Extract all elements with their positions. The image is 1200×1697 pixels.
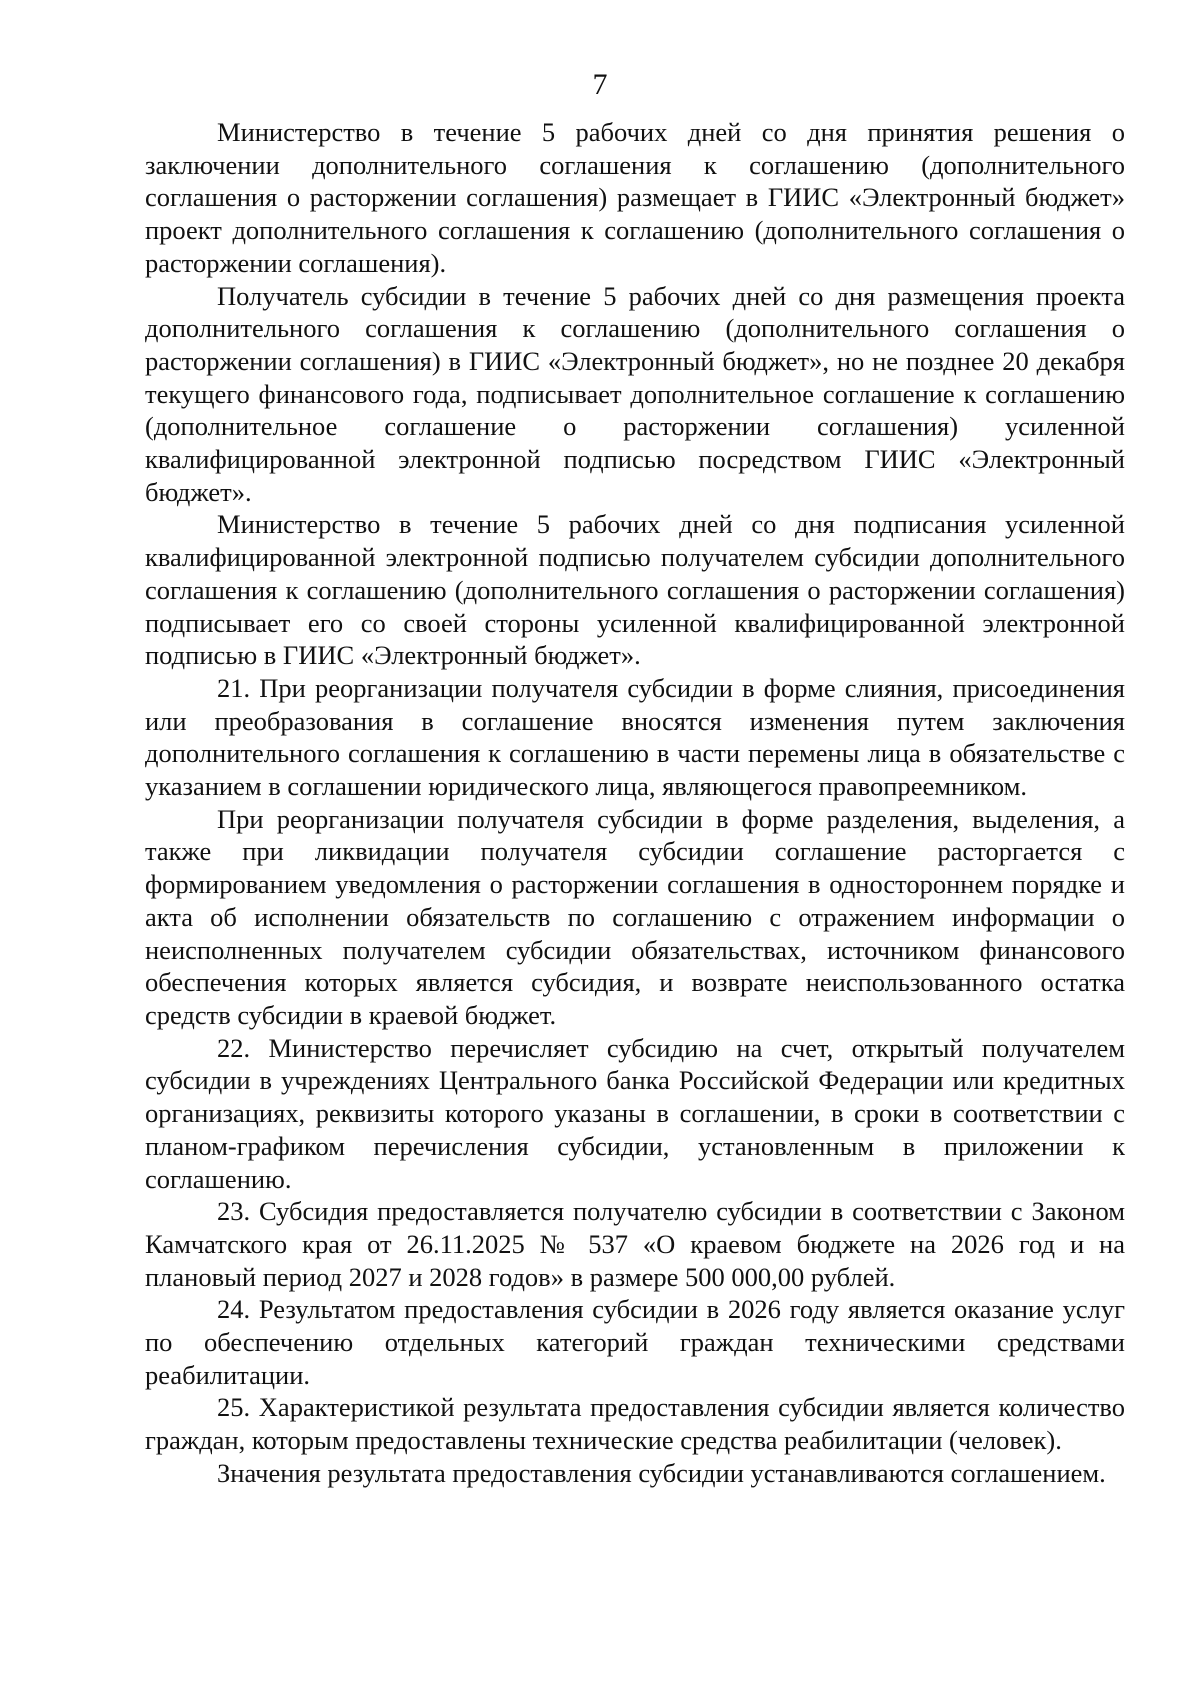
- paragraph: При реорганизации получателя субсидии в форме разделения, выделения, а также при ликвидации получателя субсидии соглашение расторгается с формированием уведомления о расторжении соглашения в одностороннем порядке и акта об исполнении обязательств по соглашению с отражением информации о неисполненных получателем субсидии обязательствах, источником финансового обеспечения которых является субсидия, и возврате неиспользованного остатка средств субсидии в краевой бюджет.: [145, 803, 1125, 1030]
- paragraph: 25. Характеристикой результата предоставления субсидии является количество граждан, которым предоставлены технические средства реабилитации (человек).: [145, 1392, 1125, 1456]
- paragraph: Министерство в течение 5 рабочих дней со дня подписания усиленной квалифицированной электронной подписью получателем субсидии дополнительного соглашения к соглашению (дополнительного соглашения о расторжении соглашения) подписывает его со своей стороны усиленной квалифицированной электронной подписью в ГИИС «Электронный бюджет».: [145, 509, 1125, 671]
- paragraph: Министерство в течение 5 рабочих дней со дня принятия решения о заключении дополнительного соглашения к соглашению (дополнительного соглашения о расторжении соглашения) размещает в ГИИС «Электронный бюджет» проект дополнительного соглашения к соглашению (дополнительного соглашения о расторжении соглашения).: [145, 117, 1125, 278]
- document-body: [145, 116, 1125, 1490]
- paragraph: 21. При реорганизации получателя субсидии в форме слияния, присоединения или преобразования в соглашение вносятся изменения путем заключения дополнительного соглашения к соглашению в части перемены лица в обязательстве с указанием в соглашении юридического лица, являющегося правопреемником.: [145, 672, 1125, 802]
- paragraph: 24. Результатом предоставления субсидии в 2026 году является оказание услуг по обеспечению отдельных категорий граждан техническими средствами реабилитации.: [145, 1294, 1125, 1390]
- paragraph: 23. Субсидия предоставляется получателю субсидии в соответствии с Законом Камчатского края от 26.11.2025 № 537 «О краевом бюджете на 2026 год и на плановый период 2027 и 2028 годов» в размере 500 000,00 рублей.: [145, 1196, 1125, 1292]
- page-number: 7: [592, 68, 608, 101]
- paragraph: 22. Министерство перечисляет субсидию на счет, открытый получателем субсидии в учреждениях Центрального банка Российской Федерации или кредитных организациях, реквизиты которого указаны в соглашении, в сроки в соответствии с планом-графиком перечисления субсидии, установленным в приложении к соглашению.: [145, 1032, 1125, 1194]
- paragraph: Значения результата предоставления субсидии устанавливаются соглашением.: [217, 1457, 1106, 1488]
- paragraph: Получатель субсидии в течение 5 рабочих дней со дня размещения проекта дополнительного соглашения к соглашению (дополнительного соглашения о расторжении соглашения) в ГИИС «Электронный бюджет», но не позднее 20 декабря текущего финансового года, подписывает дополнительное соглашение к соглашению (дополнительное соглашение о расторжении соглашения) усиленной квалифицированной электронной подписью посредством ГИИС «Электронный бюджет».: [145, 280, 1125, 507]
